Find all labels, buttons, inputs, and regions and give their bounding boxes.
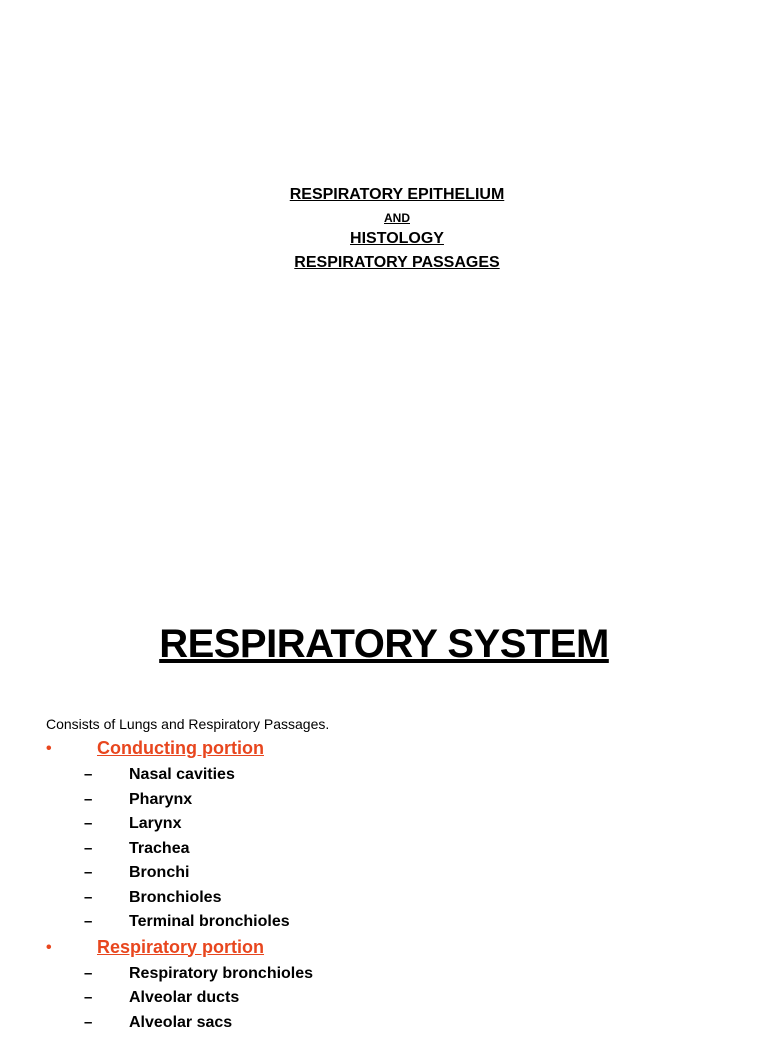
section-respiratory — [46, 937, 746, 964]
section-conducting — [46, 738, 746, 765]
dash-icon: – — [84, 766, 92, 783]
dash-icon: – — [84, 815, 92, 832]
list-item — [46, 814, 746, 839]
dash-icon: – — [84, 791, 92, 808]
list-item-label: Alveolar ducts — [129, 989, 239, 1007]
list-item — [46, 1013, 746, 1037]
section-label: Conducting portion — [97, 738, 264, 759]
section-label: Respiratory portion — [97, 937, 264, 958]
dash-icon: – — [84, 1014, 92, 1031]
outline-list — [46, 738, 746, 1037]
list-item — [46, 765, 746, 790]
dash-icon: – — [84, 989, 92, 1006]
list-item-label: Respiratory bronchioles — [129, 965, 313, 983]
title-slide — [0, 180, 768, 274]
list-item-label: Bronchi — [129, 864, 189, 882]
title-line-epithelium: RESPIRATORY EPITHELIUM — [0, 180, 768, 210]
list-item — [46, 790, 746, 815]
list-item-label: Bronchioles — [129, 889, 221, 907]
bullet-icon: • — [46, 939, 52, 957]
list-item-label: Terminal bronchioles — [129, 913, 290, 931]
title-line-histology: HISTOLOGY — [0, 226, 768, 251]
slide-title: RESPIRATORY SYSTEM — [0, 622, 768, 667]
dash-icon: – — [84, 913, 92, 930]
list-item-label: Pharynx — [129, 791, 192, 809]
list-item-label: Nasal cavities — [129, 766, 235, 784]
intro-text: Consists of Lungs and Respiratory Passages. — [46, 716, 329, 732]
list-item — [46, 839, 746, 864]
bullet-icon: • — [46, 740, 52, 758]
list-item — [46, 888, 746, 913]
list-item-label: Trachea — [129, 840, 189, 858]
list-item — [46, 863, 746, 888]
dash-icon: – — [84, 864, 92, 881]
title-line-and: AND — [0, 210, 768, 226]
list-item — [46, 964, 746, 989]
dash-icon: – — [84, 889, 92, 906]
list-item — [46, 912, 746, 937]
list-item — [46, 988, 746, 1013]
list-item-label: Alveolar sacs — [129, 1014, 232, 1032]
title-line-passages: RESPIRATORY PASSAGES — [0, 251, 768, 274]
dash-icon: – — [84, 840, 92, 857]
list-item-label: Larynx — [129, 815, 181, 833]
dash-icon: – — [84, 965, 92, 982]
